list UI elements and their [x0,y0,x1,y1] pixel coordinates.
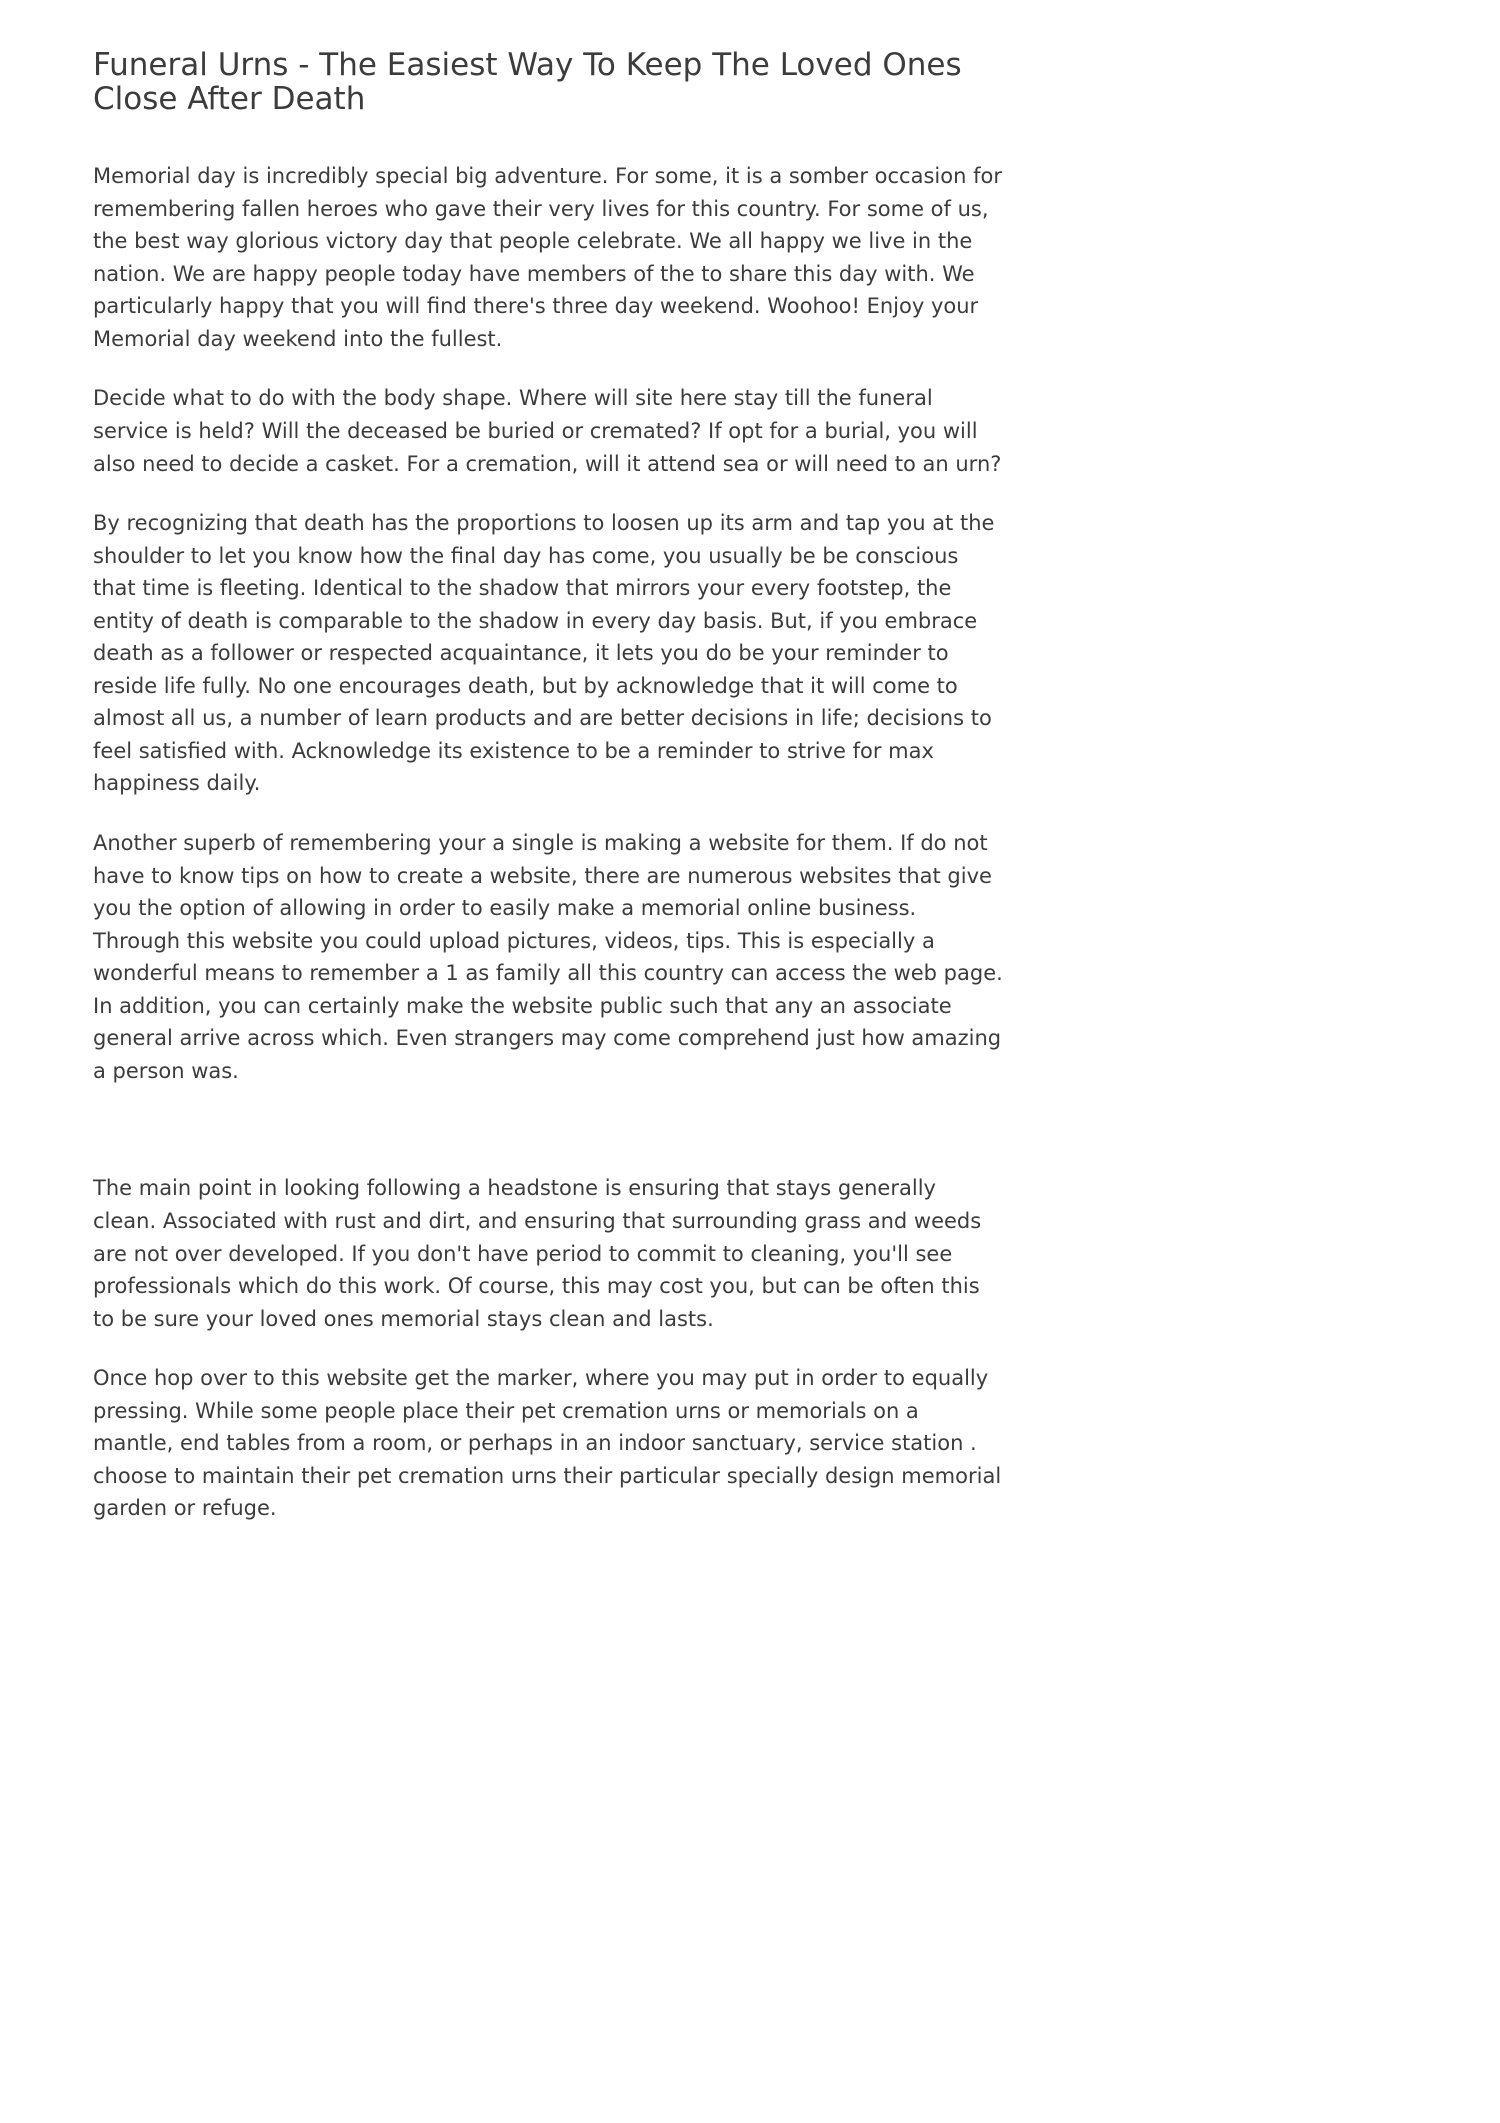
paragraph-body-decision: Decide what to do with the body shape. Where will site here stay till the funeral service is held? Will the deceased be buried or cremated? If opt for a burial, you will also need to decide a casket. For a cremation, will it attend sea or will need to an urn? [93,386,1002,476]
paragraph-headstone-care: The main point in looking following a headstone is ensuring that stays generally clean. Associated with rust and dirt, and ensuring that surrounding grass and weeds are not over developed. If you don't have period to commit to cleaning, you'll see professionals which do this work. Of course, this may cost you, but can be often this to be sure your loved ones memorial stays clean and lasts. [93,1176,982,1331]
page-title: Funeral Urns - The Easiest Way To Keep The Loved Ones Close After Death [93,47,962,118]
paragraph-pet-cremation-urns: Once hop over to this website get the marker, where you may put in order to equally pressing. While some people place their pet cremation urns or memorials on a mantle, end tables from a room, or perhaps in an indoor sanctuary, service station . choose to maintain their pet cremation urns their particular specially design memorial garden or refuge. [93,1366,1002,1521]
paragraph-recognizing-death: By recognizing that death has the proportions to loosen up its arm and tap you at the shoulder to let you know how the final day has come, you usually be be conscious that time is fleeting. Identical to the shadow that mirrors your every footstep, the entity of death is comparable to the shadow in every day basis. But, if you embrace death as a follower or respected acquaintance, it lets you do be your reminder to reside life fully. No one encourages death, but by acknowledge that it will come to almost all us, a number of learn products and are better decisions in life; decisions to feel satisfied with. Acknowledge its existence to be a reminder to strive for max happiness daily. [93,511,995,796]
paragraph-memorial-day: Memorial day is incredibly special big adventure. For some, it is a somber occasion for remembering fallen heroes who gave their very lives for this country. For some of us, the best way glorious victory day that people celebrate. We all happy we live in the nation. We are happy people today have members of the to share this day with. We particularly happy that you will find there's three day weekend. Woohoo! Enjoy your Memorial day weekend into the fullest. [93,164,1002,351]
article-body [93,160,1005,1525]
paragraph-memorial-website: Another superb of remembering your a single is making a website for them. If do not have to know tips on how to create a website, there are numerous websites that give you the option of allowing in order to easily make a memorial online business. Through this website you could upload pictures, videos, tips. This is especially a wonderful means to remember a 1 as family all this country can access the web page. In addition, you can certainly make the website public such that any an associate general arrive across which. Even strangers may come comprehend just how amazing a person was. [93,831,1003,1083]
empty-paragraph-gap [93,1114,1005,1172]
